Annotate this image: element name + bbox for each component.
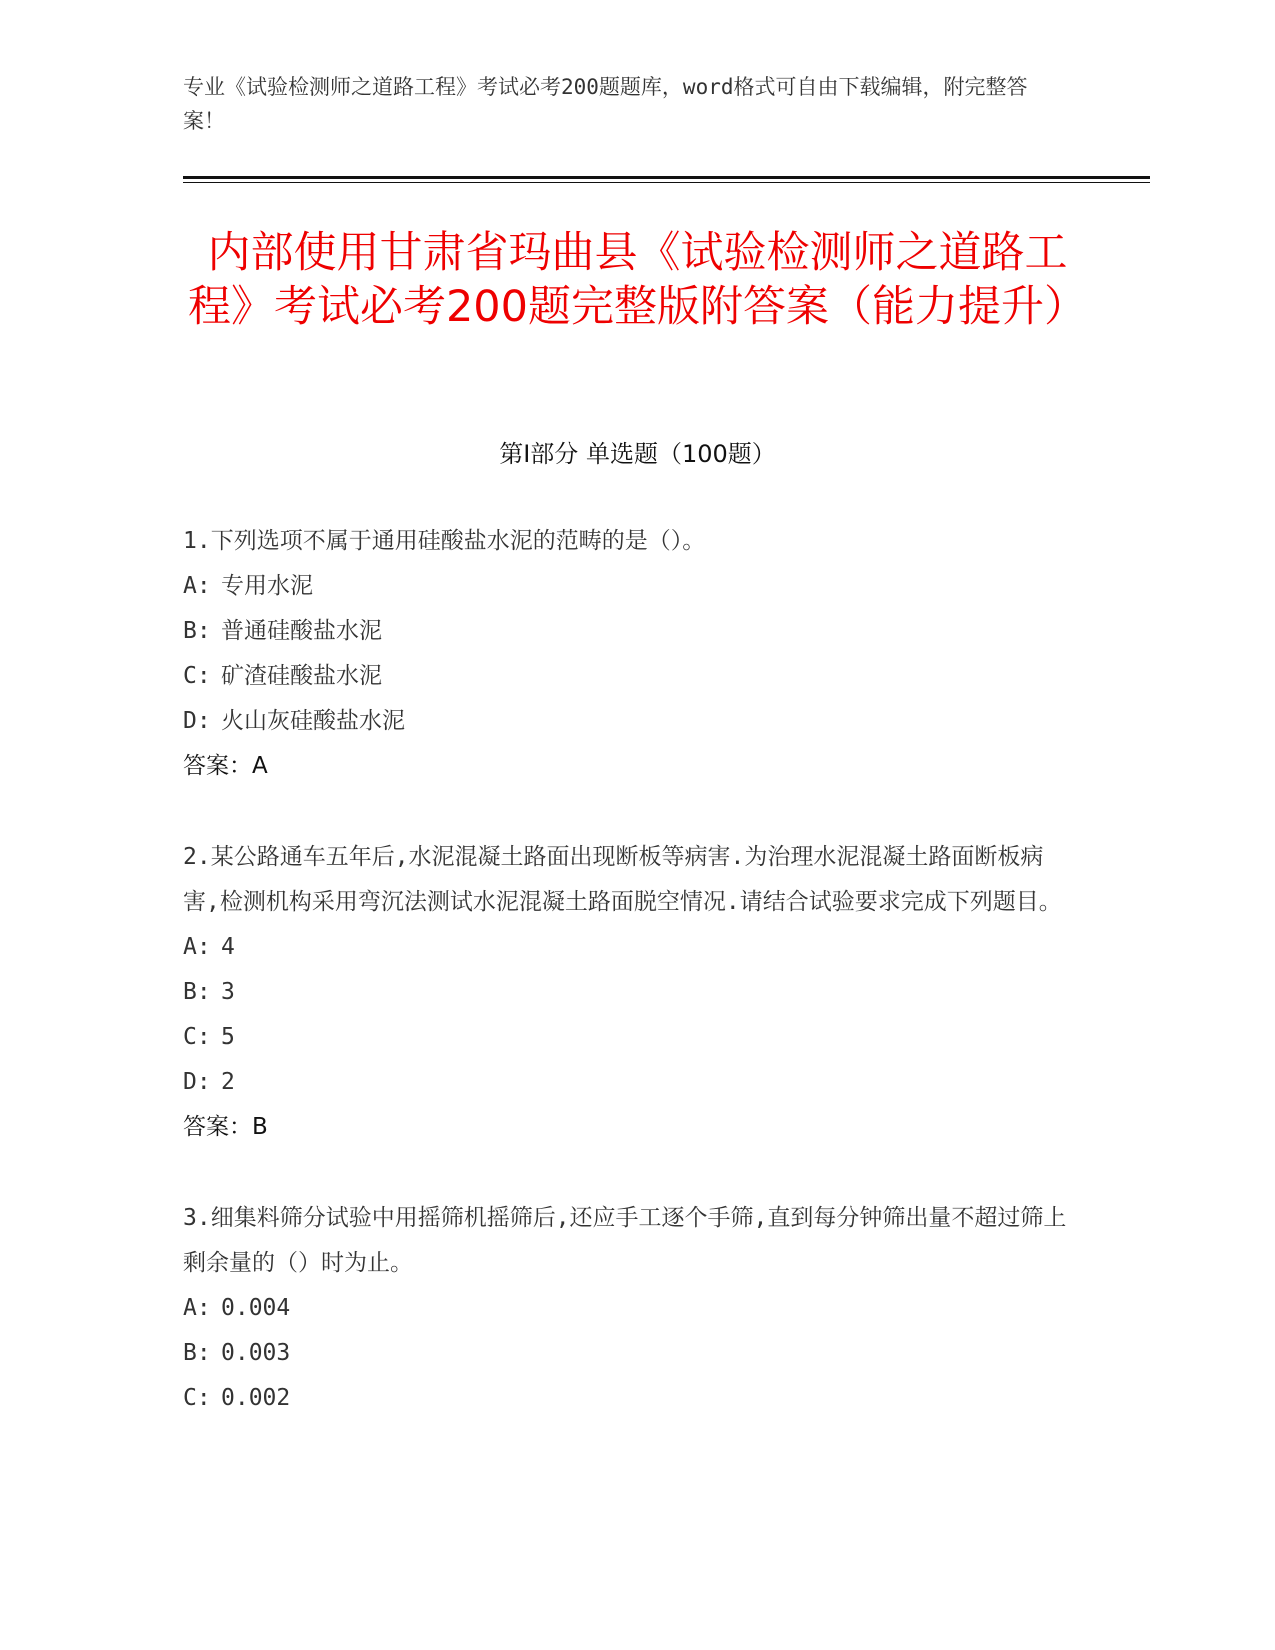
option-c — [183, 1015, 1078, 1060]
header-rule-thick — [183, 176, 1150, 179]
option-b — [183, 609, 1078, 654]
question-1 — [183, 519, 1078, 789]
option-letter: B: — [183, 618, 211, 644]
option-text: 0.003 — [221, 1340, 291, 1366]
question-list — [183, 519, 1078, 1467]
question-stem: 2.某公路通车五年后,水泥混凝土路面出现断板等病害.为治理水泥混凝土路面断板病害,检测机构采用弯沉法测试水泥混凝土路面脱空情况.请结合试验要求完成下列题目。 — [183, 844, 1062, 915]
option-letter: D: — [183, 708, 211, 734]
option-c — [183, 654, 1078, 699]
option-letter: A: — [183, 573, 211, 599]
option-text: 普通硅酸盐水泥 — [221, 618, 382, 644]
option-b — [183, 970, 1078, 1015]
option-text: 2 — [221, 1069, 235, 1095]
question-stem: 3.细集料筛分试验中用摇筛机摇筛后,还应手工逐个手筛,直到每分钟筛出量不超过筛上剩余量的（）时为止。 — [183, 1205, 1067, 1276]
option-text: 0.004 — [221, 1295, 291, 1321]
option-letter: C: — [183, 1024, 211, 1050]
document-title: 内部使用甘肃省玛曲县《试验检测师之道路工程》考试必考200题完整版附答案（能力提升） — [187, 228, 1088, 332]
option-letter: B: — [183, 979, 211, 1005]
option-d — [183, 1060, 1078, 1105]
option-letter: A: — [183, 934, 211, 960]
option-letter: C: — [183, 663, 211, 689]
option-a — [183, 1286, 1078, 1331]
option-text: 4 — [221, 934, 235, 960]
header-rule-thin — [183, 182, 1150, 183]
option-a — [183, 925, 1078, 970]
question-answer: 答案：A — [183, 753, 268, 779]
option-a — [183, 564, 1078, 609]
option-letter: B: — [183, 1340, 211, 1366]
option-text: 火山灰硅酸盐水泥 — [221, 708, 405, 734]
option-b — [183, 1331, 1078, 1376]
header-note: 专业《试验检测师之道路工程》考试必考200题题库，word格式可自由下载编辑，附完整答案！ — [183, 75, 1028, 133]
option-text: 矿渣硅酸盐水泥 — [221, 663, 382, 689]
question-3 — [183, 1196, 1078, 1421]
section-heading: 第Ⅰ部分 单选题（100题） — [499, 440, 776, 468]
option-letter: D: — [183, 1069, 211, 1095]
option-letter: A: — [183, 1295, 211, 1321]
question-stem: 1.下列选项不属于通用硅酸盐水泥的范畴的是（）。 — [183, 528, 706, 554]
option-d — [183, 699, 1078, 744]
option-text: 0.002 — [221, 1385, 291, 1411]
option-text: 3 — [221, 979, 235, 1005]
question-answer: 答案：B — [183, 1114, 268, 1140]
option-text: 专用水泥 — [221, 573, 313, 599]
option-text: 5 — [221, 1024, 235, 1050]
option-letter: C: — [183, 1385, 211, 1411]
option-c — [183, 1376, 1078, 1421]
question-2 — [183, 835, 1078, 1150]
